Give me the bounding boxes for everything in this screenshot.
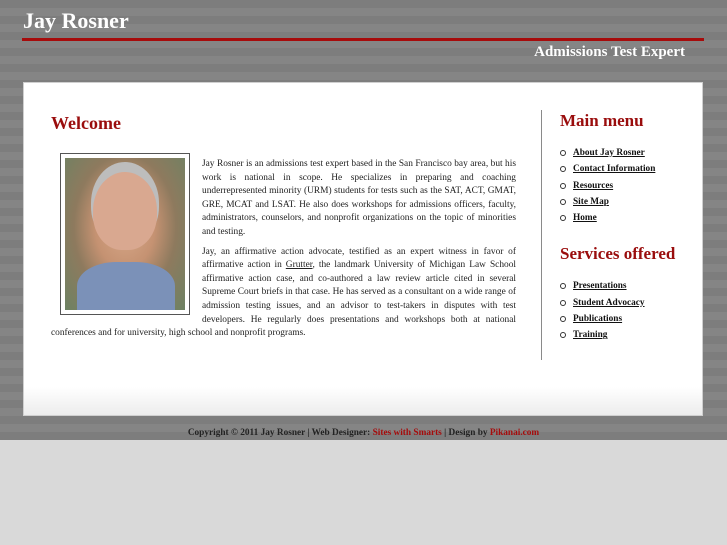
content-panel: [23, 82, 703, 416]
main-menu-heading: Main menu: [560, 111, 644, 130]
service-item-training: [560, 327, 700, 343]
page-bottom-background: [0, 440, 727, 545]
intro-text: [51, 158, 516, 341]
menu-link-resources[interactable]: Resources: [573, 180, 614, 191]
site-tagline: Admissions Test Expert: [534, 44, 685, 60]
service-link-publications[interactable]: Publications: [573, 314, 623, 325]
service-link-presentations[interactable]: Presentations: [573, 281, 627, 292]
service-link-advocacy[interactable]: Student Advocacy: [573, 297, 645, 308]
service-item-advocacy: [560, 295, 700, 311]
service-item-presentations: [560, 278, 700, 294]
sidebar: [560, 111, 700, 344]
services-heading: Services offered: [560, 244, 676, 264]
menu-item-home: [560, 210, 700, 226]
menu-item-sitemap: [560, 194, 700, 210]
main-menu-list: [560, 145, 700, 226]
footer: [0, 428, 727, 438]
menu-item-resources: [560, 178, 700, 194]
column-divider: [541, 110, 542, 360]
menu-item-about: [560, 145, 700, 161]
footer-copyright: Copyright © 2011 Jay Rosner | Web Designer:: [187, 428, 373, 438]
intro-paragraph-1: Jay Rosner is an admissions test expert based in the San Francisco bay area, but his work is national in scope. He specializes in preparing and coaching underrepresented minority (URM) students for tests such as the SAT, ACT, GMAT, GRE, MCAT and LSAT. He also does workshops for admissions officers, faculty, administrators, counselors, and nonprofit organizations on the topic of minorities and testing.: [202, 159, 516, 237]
sidebar-spacer: [560, 226, 700, 244]
footer-design-by: | Design by: [441, 428, 490, 438]
service-link-training[interactable]: Training: [573, 330, 608, 341]
grutter-link[interactable]: Grutter: [285, 260, 313, 271]
site-title: Jay Rosner: [23, 8, 129, 33]
paragraph-2-text-end: , the landmark University of Michigan Law School affirmative action case, and co-authored a law review article cited in several Supreme Court briefs in that case. He has served as a consultant on a wide range of admission testing issues, and an advisor to test-takers in disputes with test developers. He regularly does presentations and workshops both at national conferences and for university, high school and nonprofit programs.: [51, 260, 517, 339]
menu-link-home[interactable]: Home: [573, 213, 597, 224]
menu-link-contact[interactable]: Contact Information: [573, 164, 656, 175]
header-rule: [22, 38, 704, 41]
services-list: [560, 278, 700, 343]
main-column: [51, 113, 516, 347]
service-item-publications: [560, 311, 700, 327]
portrait-photo-frame: [60, 153, 190, 315]
paragraph-2-text-start: Jay, an affirmative action advocate, testified as an expert witness in favor of affirmative action in: [202, 246, 516, 271]
portrait-photo: [65, 158, 185, 310]
welcome-heading: Welcome: [51, 113, 121, 133]
menu-link-sitemap[interactable]: Site Map: [573, 196, 609, 207]
pikanai-link[interactable]: Pikanai.com: [489, 428, 540, 438]
menu-link-about[interactable]: About Jay Rosner: [573, 148, 645, 158]
menu-item-contact: [560, 161, 700, 177]
web-designer-link[interactable]: Sites with Smarts: [372, 428, 442, 438]
